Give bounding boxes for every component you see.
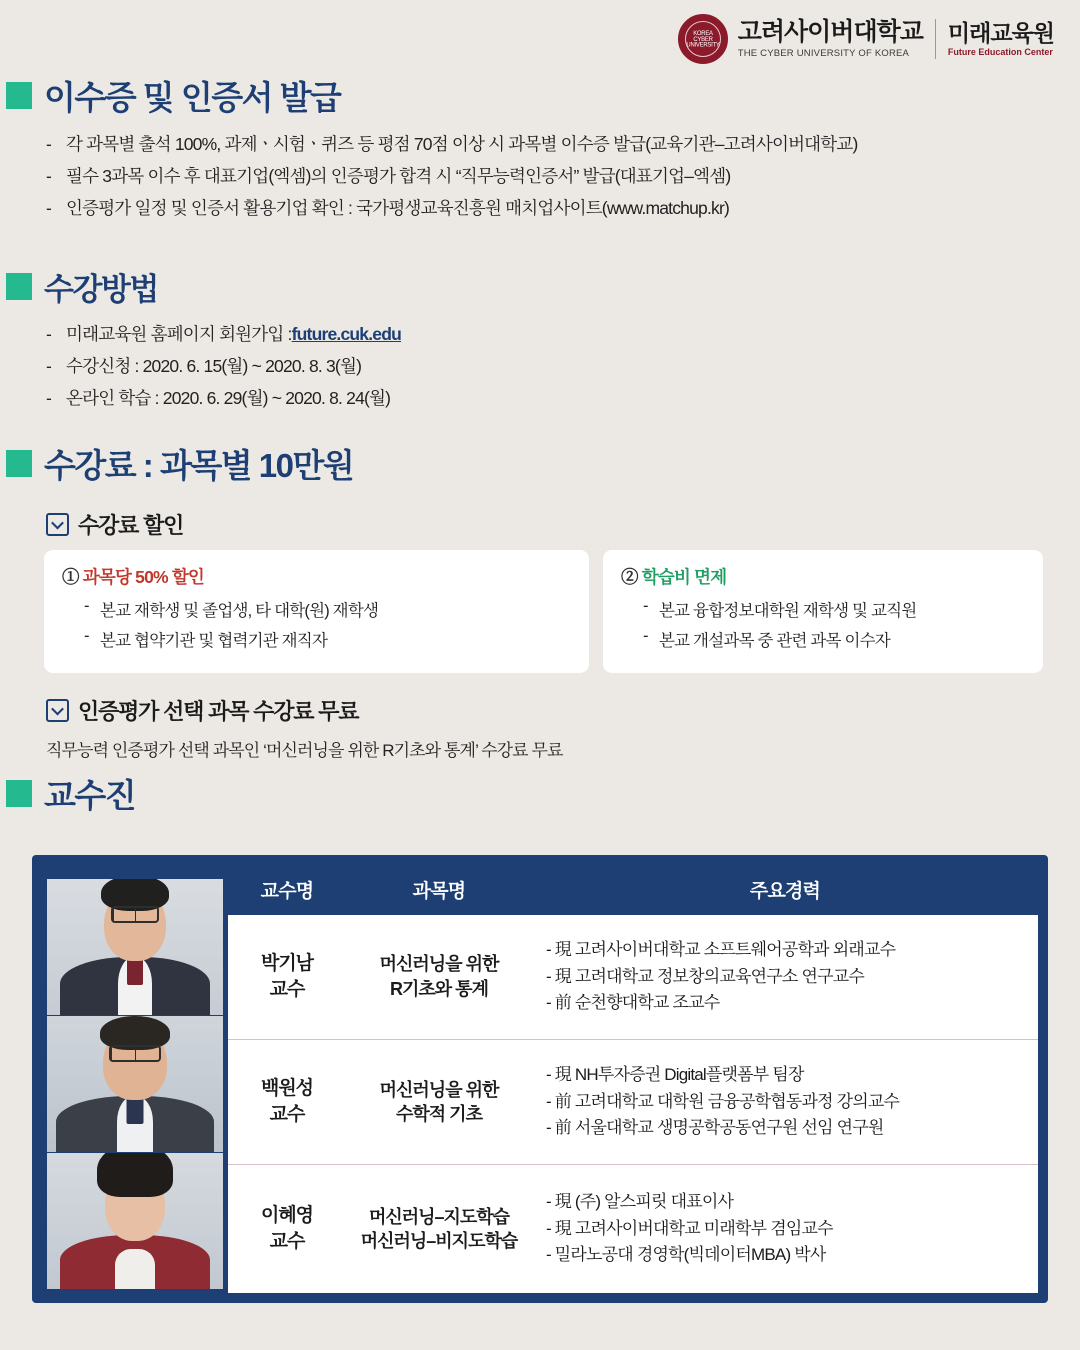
bullet-dash: -	[46, 355, 52, 376]
discount-subheader-label: 수강료 할인	[78, 513, 184, 538]
section-certificate-header	[6, 72, 858, 119]
column-header-career: 주요경력	[749, 881, 821, 903]
career-line: - 現 (주) 알스피릿 대표이사	[546, 1192, 734, 1212]
university-seal-icon	[678, 14, 728, 64]
bullet-dash: -	[46, 134, 52, 154]
table-row	[228, 1040, 1038, 1165]
free-course-subheader-label: 인증평가 선택 과목 수강료 무료	[78, 699, 359, 724]
career-line: - 밀라노공대 경영학(빅데이터MBA) 박사	[546, 1245, 826, 1265]
list-item	[84, 627, 571, 651]
section-marker-icon	[6, 780, 32, 807]
discount-card1-item-2: 본교 협약기관 및 협력기관 재직자	[100, 632, 328, 650]
how-to-item-1-text: 미래교육원 홈페이지 회원가입 :	[66, 324, 292, 344]
table-row	[228, 1165, 1038, 1293]
professor-course-line2: R기초와 통계	[390, 978, 488, 999]
professor-name-line2: 교수	[269, 978, 305, 1000]
professor-photo-column	[42, 865, 228, 1293]
professor-career	[532, 937, 1038, 1016]
bullet-dash: -	[84, 597, 89, 615]
table-row	[228, 915, 1038, 1040]
certificate-item-3: 인증평가 일정 및 인증서 활용기업 확인 : 국가평생교육진흥원 매치업사이트(www.matchup.kr)	[66, 197, 730, 218]
professor-career	[532, 1189, 1038, 1268]
professor-course	[346, 1205, 532, 1254]
brand-logo	[678, 14, 1054, 64]
professor-name-line1: 백원성	[260, 1078, 314, 1100]
professor-name-line2: 교수	[269, 1103, 305, 1125]
how-to-item-2: 수강신청 : 2020. 6. 15(월) ~ 2020. 8. 3(월)	[66, 355, 362, 376]
table-header-row	[228, 865, 1038, 915]
university-name-en: THE CYBER UNIVERSITY OF KOREA	[737, 47, 910, 59]
list-item	[643, 597, 1025, 621]
career-line: - 前 서울대학교 생명공학공동연구원 선임 연구원	[546, 1118, 884, 1138]
column-header-course: 과목명	[412, 881, 466, 903]
discount-card-number: ①	[62, 567, 79, 587]
bullet-dash: -	[46, 387, 52, 408]
university-seal-text: KOREA CYBER UNIVERSITY	[686, 30, 720, 48]
career-line: - 前 순천향대학교 조교수	[546, 992, 720, 1012]
professor-course-line1: 머신러닝을 위한	[379, 1079, 499, 1100]
professor-course	[346, 1078, 532, 1127]
bullet-dash: -	[46, 165, 52, 186]
professor-course-line1: 머신러닝을 위한	[379, 954, 499, 975]
list-item	[46, 323, 401, 346]
certificate-item-2: 필수 3과목 이수 후 대표기업(엑셈)의 인증평가 합격 시 “직무능력인증서” 발급(대표기업–엑셈)	[66, 165, 731, 186]
section-professors	[6, 770, 135, 817]
professor-career	[532, 1062, 1038, 1141]
university-name-block	[738, 19, 936, 58]
professor-name	[228, 951, 346, 1002]
section-professors-header	[6, 770, 135, 817]
how-to-item-3: 온라인 학습 : 2020. 6. 29(월) ~ 2020. 8. 24(월)	[66, 387, 391, 408]
professors-table	[32, 855, 1048, 1303]
certificate-item-1: 각 과목별 출석 100%, 과제ㆍ시험ㆍ퀴즈 등 평점 70점 이상 시 과목별 이수증 발급(교육기관–고려사이버대학교)	[66, 134, 858, 154]
list-item	[46, 197, 858, 220]
professor-name-line1: 이혜영	[260, 1205, 314, 1227]
professor-name	[228, 1203, 346, 1254]
career-line: - 現 NH투자증권 Digital플랫폼부 팀장	[546, 1065, 804, 1085]
column-header-name: 교수명	[260, 881, 314, 903]
center-name-kr: 미래교육원	[947, 19, 1054, 46]
section-how-to-enroll	[6, 264, 401, 418]
discount-cards	[44, 550, 1043, 673]
bullet-dash: -	[46, 197, 52, 218]
section-fee-title: 수강료 : 과목별 10만원	[44, 447, 354, 484]
professor-course	[346, 952, 532, 1001]
certificate-bullet-list	[46, 133, 858, 219]
avatar	[47, 1016, 223, 1152]
discount-card-title	[62, 564, 571, 589]
professor-course-line2: 수학적 기초	[396, 1103, 482, 1124]
section-marker-icon	[6, 273, 32, 300]
discount-card-number: ②	[621, 567, 638, 587]
discount-card2-item-1: 본교 융합정보대학원 재학생 및 교직원	[659, 602, 917, 620]
career-line: - 現 고려사이버대학교 미래학부 겸임교수	[546, 1218, 833, 1238]
bullet-dash: -	[643, 597, 648, 615]
center-name-en: Future Education Center	[947, 47, 1053, 58]
professors-table-body	[228, 865, 1038, 1293]
section-fee	[6, 440, 1043, 761]
professor-course-line1: 머신러닝–지도학습	[368, 1206, 510, 1227]
homepage-link[interactable]: future.cuk.edu	[291, 324, 401, 344]
list-item	[46, 387, 401, 410]
section-how-to-title: 수강방법	[44, 272, 158, 307]
section-how-to-header	[6, 264, 401, 309]
section-professors-title: 교수진	[44, 777, 136, 814]
section-marker-icon	[6, 82, 32, 109]
career-line: - 前 고려대학교 대학원 금융공학협동과정 강의교수	[546, 1091, 900, 1111]
university-name-kr: 고려사이버대학교	[737, 18, 923, 47]
discount-card-title	[621, 564, 1025, 589]
list-item	[46, 133, 858, 156]
section-certificate	[6, 72, 858, 228]
discount-card-label: 과목당 50% 할인	[82, 567, 205, 587]
discount-card2-item-2: 본교 개설과목 중 관련 과목 이수자	[659, 632, 890, 650]
professor-name-line2: 교수	[269, 1231, 305, 1252]
career-line: - 現 고려대학교 정보창의교육연구소 연구교수	[546, 966, 864, 986]
list-item	[84, 597, 571, 621]
section-marker-icon	[6, 450, 32, 477]
how-to-bullet-list	[46, 323, 401, 409]
discount-card-50percent	[44, 550, 589, 673]
free-course-subheader	[46, 695, 1043, 726]
center-name-block	[936, 21, 1054, 57]
discount-card1-item-1: 본교 재학생 및 졸업생, 타 대학(원) 재학생	[100, 602, 379, 620]
discount-subheader	[46, 509, 1043, 540]
list-item	[46, 165, 858, 188]
list-item	[46, 355, 401, 378]
career-line: - 現 고려사이버대학교 소프트웨어공학과 외래교수	[546, 940, 896, 960]
chevron-down-icon	[46, 699, 69, 722]
section-certificate-title: 이수증 및 인증서 발급	[44, 79, 341, 116]
free-course-note: 직무능력 인증평가 선택 과목인 ‘머신러닝을 위한 R기초와 통계’ 수강료 무료	[46, 741, 563, 760]
list-item	[643, 627, 1025, 651]
professor-name-line1: 박기남	[260, 953, 314, 975]
avatar	[47, 879, 223, 1015]
discount-card-label: 학습비 면제	[641, 567, 727, 587]
chevron-down-icon	[46, 513, 69, 536]
section-fee-header	[6, 440, 1043, 487]
professor-course-line2: 머신러닝–비지도학습	[360, 1231, 518, 1251]
avatar	[47, 1153, 223, 1289]
discount-card-exemption	[603, 550, 1043, 673]
bullet-dash: -	[84, 627, 89, 645]
professor-name	[228, 1076, 346, 1127]
bullet-dash: -	[46, 324, 52, 344]
bullet-dash: -	[643, 627, 648, 645]
